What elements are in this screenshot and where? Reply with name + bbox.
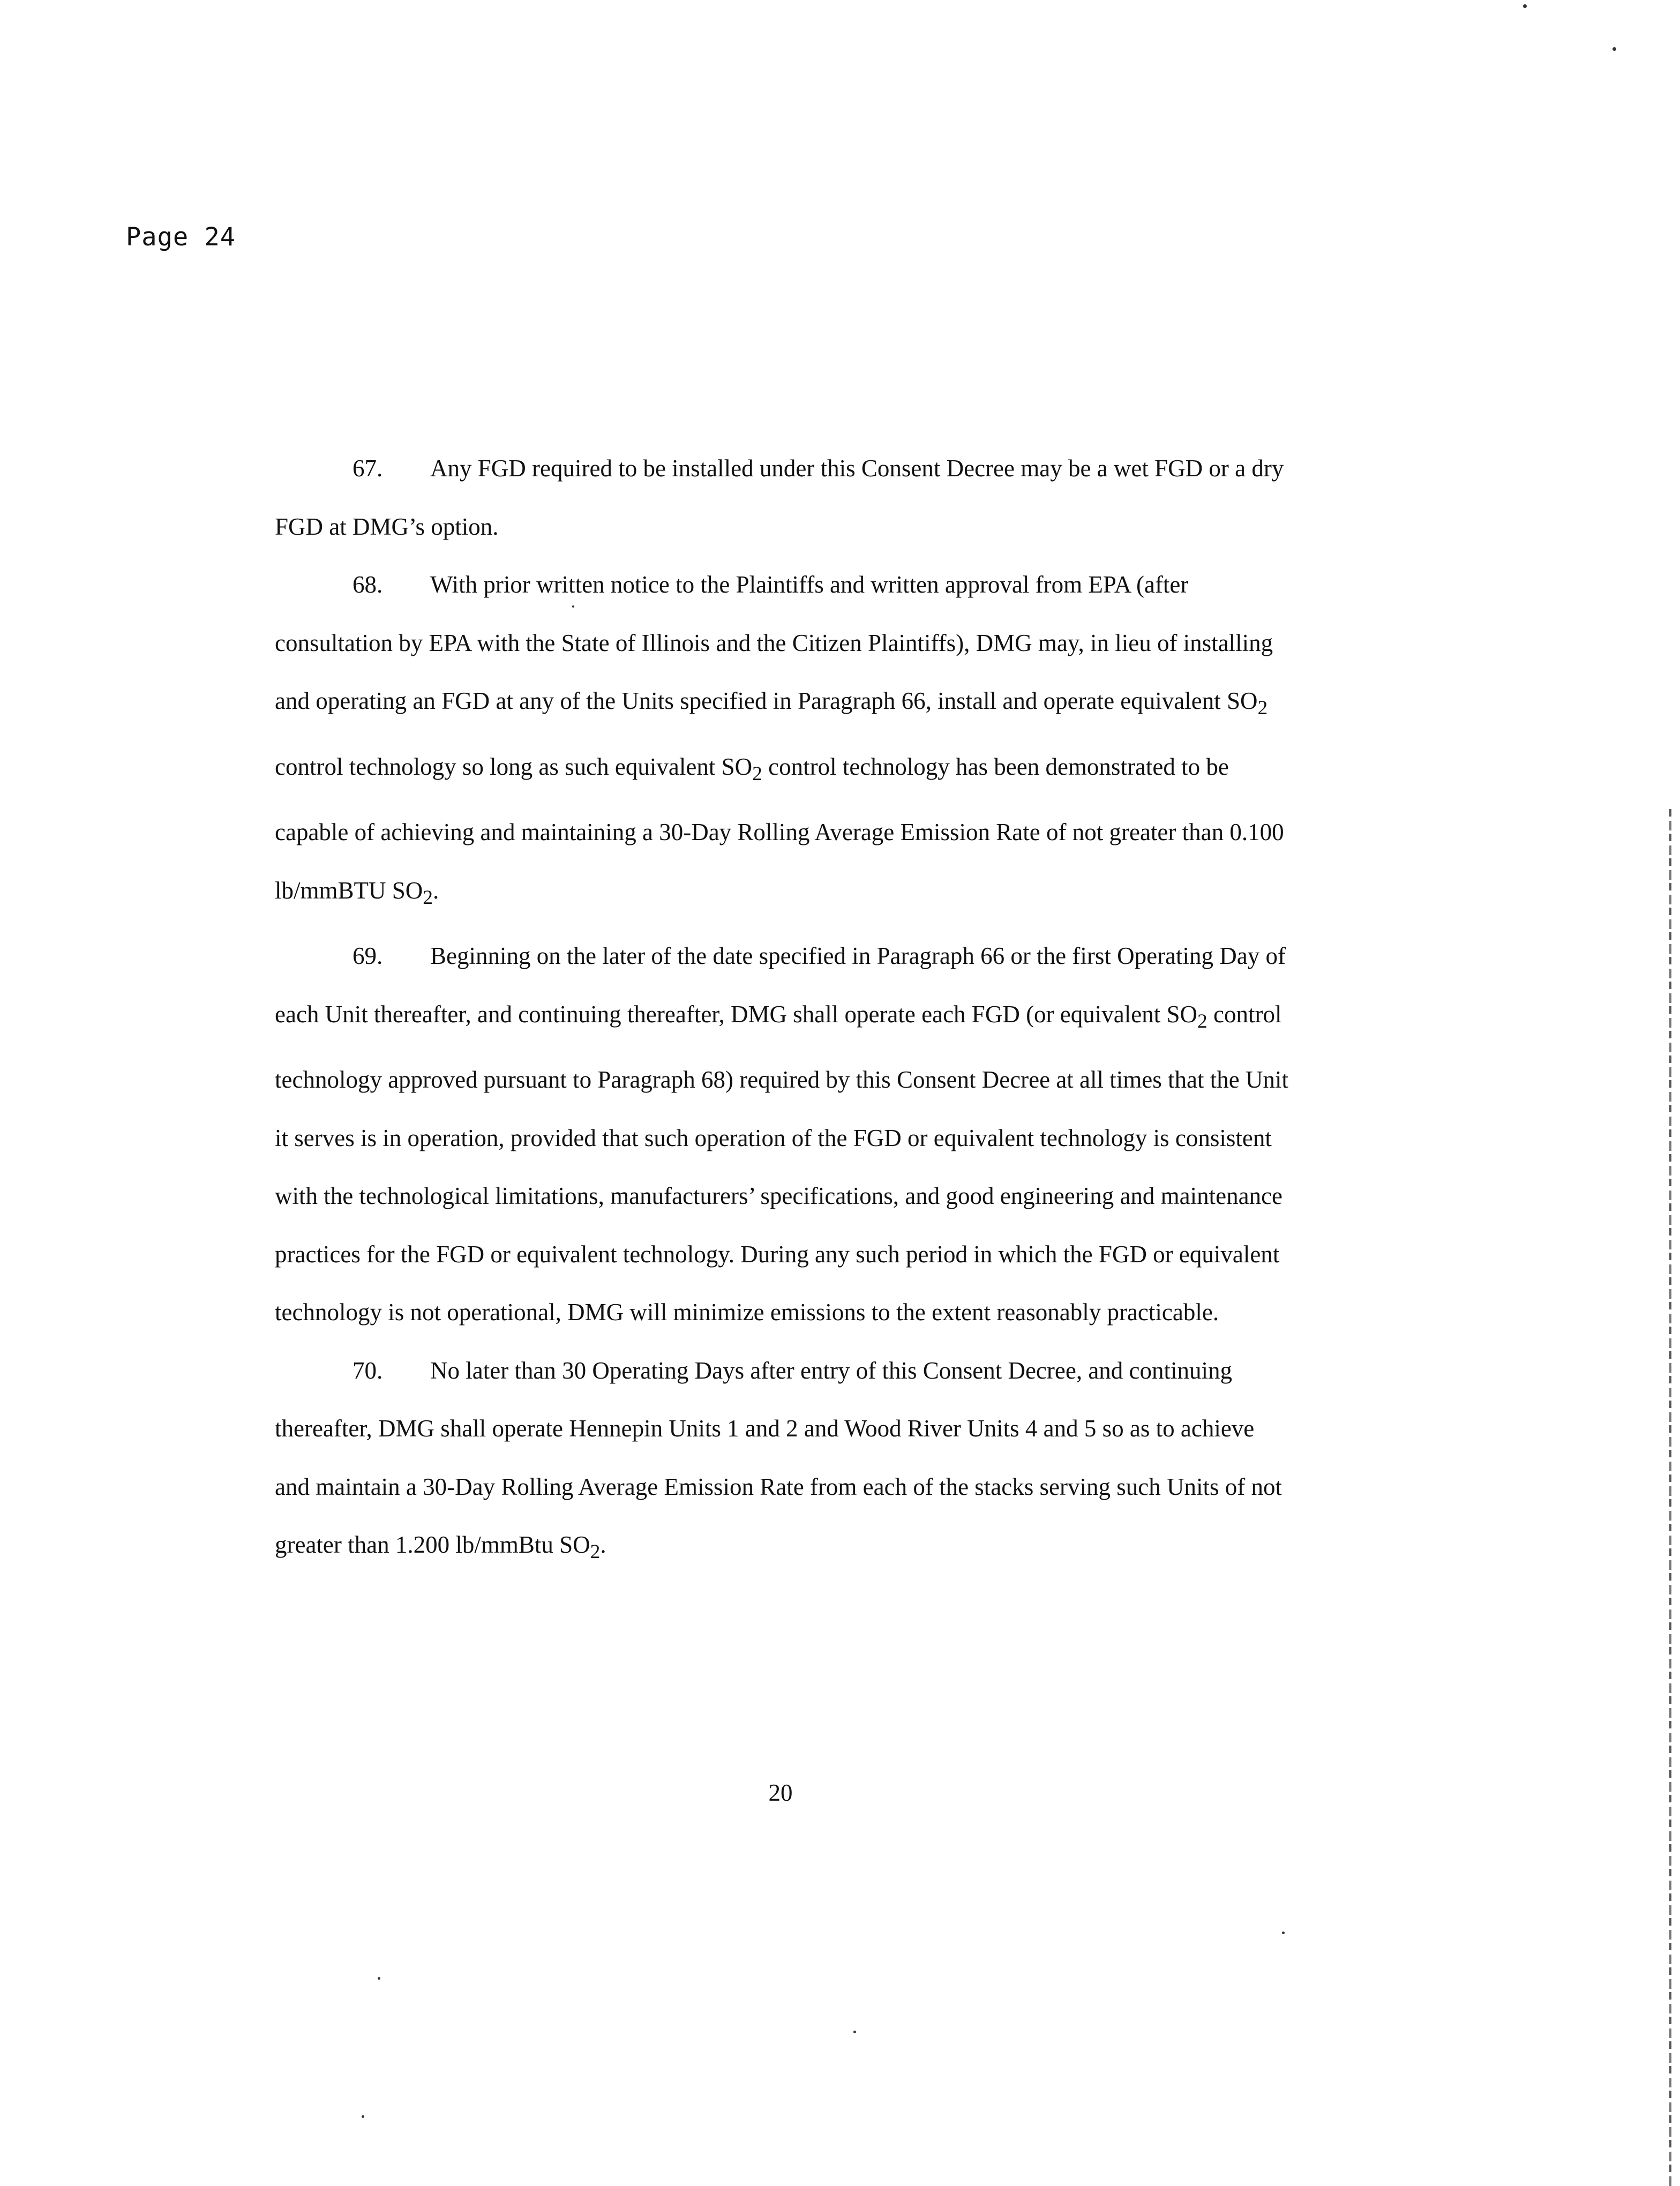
paragraph-69 (275, 927, 1293, 1342)
scan-speck (1612, 47, 1616, 51)
paragraph-text: With prior written notice to the Plaintiffs and written approval from EPA (after consultation by EPA with the State of Illinois and the Citizen Plaintiffs), DMG may, in lieu of installing and operating an FGD at any of the Units specified in Paragraph 66, install and operate equivalent SO (275, 571, 1273, 714)
document-body (275, 439, 1293, 1582)
scan-speck (378, 1977, 380, 1980)
paragraph-text: No later than 30 Operating Days after entry of this Consent Decree, and continuing thereafter, DMG shall operate Hennepin Units 1 and 2 and Wood River Units 4 and 5 so as to achieve and maintain a 30-Day Rolling Average Emission Rate from each of the stacks serving such Units of not greater than 1.200 lb/mmBtu SO (275, 1357, 1282, 1558)
paragraph-text: . (433, 877, 439, 904)
subscript: 2 (423, 886, 433, 909)
paragraph-number: 70. (352, 1357, 383, 1384)
subscript: 2 (1257, 697, 1268, 719)
paragraph-text: control technology so long as such equivalent SO (275, 753, 753, 780)
paragraph-text: control technology has been demonstrated to be capable of achieving and maintaining a 30-Day Rolling Average Emission Rate of not greater than 0.100 lb/mmBTU SO (275, 753, 1284, 904)
subscript: 2 (590, 1541, 601, 1563)
scan-speck (1282, 1932, 1285, 1934)
paragraph-text: Beginning on the later of the date specified in Paragraph 66 or the first Operating Day of each Unit thereafter, and continuing thereafter, DMG shall operate each FGD (or equivalent SO (275, 942, 1286, 1028)
scan-edge-line (1669, 809, 1671, 2186)
scan-speck (1523, 4, 1527, 8)
page-header: Page 24 (126, 222, 236, 252)
paragraph-67 (275, 439, 1293, 556)
paragraph-text: control technology approved pursuant to Paragraph 68) required by this Consent Decree at all times that the Unit it serves is in operation, provided that such operation of the FGD or equivalent technology is consistent with the technological limitations, manufacturers’ specifications, and good engineering and maintenance practices for the FGD or equivalent technology. During any such period in which the FGD or equivalent technology is not operational, DMG will minimize emissions to the extent reasonably practicable. (275, 1000, 1288, 1326)
paragraph-text: Any FGD required to be installed under this Consent Decree may be a wet FGD or a dry FGD at DMG’s option. (275, 455, 1284, 540)
scan-speck (853, 2031, 856, 2033)
paragraph-70 (275, 1342, 1293, 1582)
scan-speck (572, 605, 574, 608)
subscript: 2 (1197, 1010, 1208, 1032)
paragraph-68 (275, 556, 1293, 927)
subscript: 2 (752, 762, 762, 785)
scan-speck (362, 2115, 364, 2118)
page-number: 20 (768, 1779, 793, 1806)
paragraph-number: 69. (352, 942, 383, 969)
paragraph-text: . (600, 1531, 606, 1558)
paragraph-number: 68. (352, 571, 383, 598)
paragraph-number: 67. (352, 455, 383, 482)
